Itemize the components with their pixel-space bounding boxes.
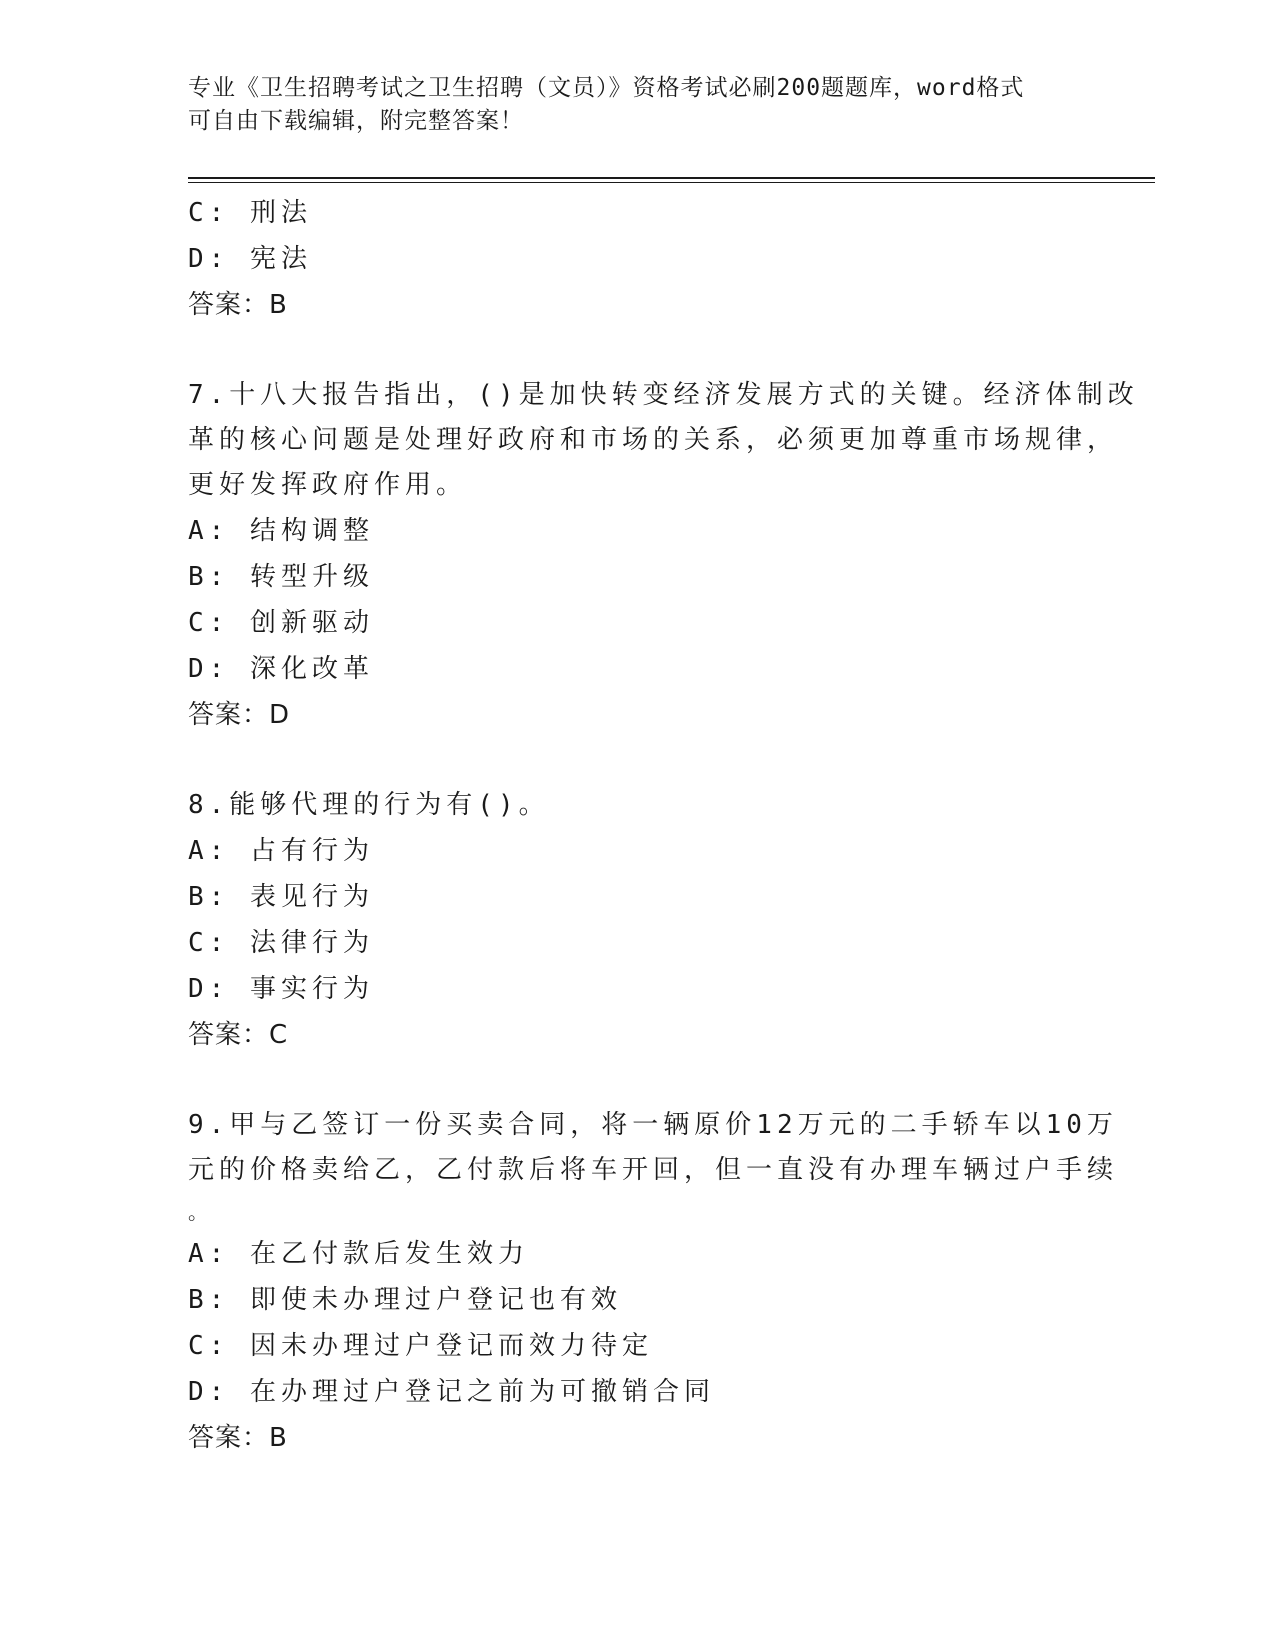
spacer (188, 738, 1068, 783)
option-d: D: 在办理过户登记之前为可撤销合同 (188, 1377, 715, 1407)
option-d: D: 事实行为 (188, 974, 374, 1004)
option-b: B: 转型升级 (188, 562, 374, 592)
question-stem-line: 7.十八大报告指出，()是加快转变经济发展方式的关键。经济体制改 (188, 380, 1139, 410)
answer-line: 答案：D (188, 700, 291, 730)
question-stem-line: 更好发挥政府作用。 (188, 470, 468, 500)
option-b: B: 即使未办理过户登记也有效 (188, 1285, 622, 1315)
option-c: C: 刑法 (188, 198, 312, 228)
option-a: A: 占有行为 (188, 836, 374, 866)
option-a: A: 结构调整 (188, 516, 374, 546)
answer-line: 答案：B (188, 1423, 288, 1453)
page-header (188, 72, 1088, 138)
header-line-2: 可自由下载编辑，附完整答案！ (188, 108, 524, 134)
question-stem-line: 8.能够代理的行为有()。 (188, 790, 550, 820)
option-a: A: 在乙付款后发生效力 (188, 1239, 529, 1269)
question-list (188, 190, 1139, 1461)
answer-line: 答案：B (188, 290, 288, 320)
option-c: C: 因未办理过户登记而效力待定 (188, 1331, 653, 1361)
option-d: D: 深化改革 (188, 654, 374, 684)
option-c: C: 创新驱动 (188, 608, 374, 638)
header-rule-thick (188, 177, 1155, 179)
question-stem-line: 9.甲与乙签订一份买卖合同，将一辆原价12万元的二手轿车以10万 (188, 1110, 1118, 1140)
question-stem-line: 元的价格卖给乙，乙付款后将车开回，但一直没有办理车辆过户手续 (188, 1155, 1119, 1185)
continued-question (188, 190, 1068, 328)
option-c: C: 法律行为 (188, 928, 374, 958)
option-d: D: 宪法 (188, 244, 312, 274)
question-9 (188, 1103, 1119, 1461)
header-rule-thin (188, 182, 1155, 183)
question-stem-line: 革的核心问题是处理好政府和市场的关系，必须更加尊重市场规律， (188, 425, 1119, 455)
spacer (188, 1058, 1068, 1103)
answer-line: 答案：C (188, 1020, 289, 1050)
spacer (188, 328, 1068, 373)
question-stem-tail: 。 (188, 1200, 213, 1224)
option-b: B: 表见行为 (188, 882, 374, 912)
question-8 (188, 783, 1068, 1058)
question-7 (188, 373, 1139, 738)
header-line-1: 专业《卫生招聘考试之卫生招聘（文员）》资格考试必刷200题题库，word格式 (188, 75, 1025, 101)
